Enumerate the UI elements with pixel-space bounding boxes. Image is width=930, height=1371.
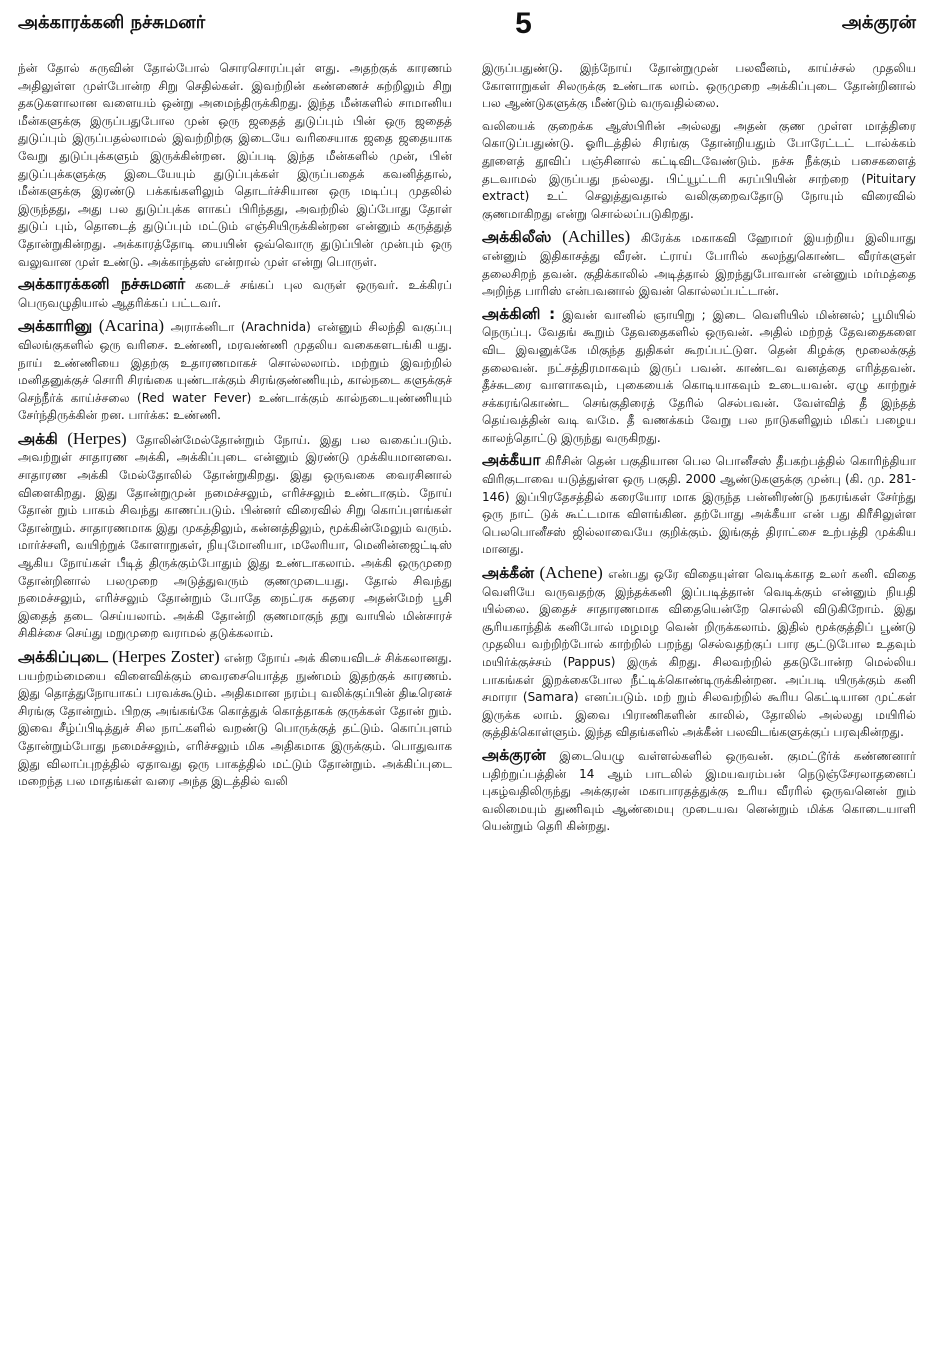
entry-paragraph: அக்காரக்கனி நச்சுமனர் கடைச் சங்கப் புல வருள் ஒருவர். உக்கிரப் பெருவழுதியால் ஆதரிக்கப் பட்டவர். — [18, 275, 452, 310]
page-header — [18, 6, 916, 60]
entry-headword: அக்கீன் — [482, 564, 535, 583]
entry-headword: அக்காரினு — [18, 317, 93, 336]
entry-english-term: (Herpes) — [67, 428, 127, 448]
entry-headword: அக்கிப்புடை — [18, 648, 108, 666]
entry-paragraph: அக்காரினு (Acarina) அராக்னிடா (Arachnida) என்னும் சிலந்தி வகுப்பு விலங்குகளில் ஒரு வரிசை. உண்ணி, மரவண்ணி முதலிய வகைகளடங்கி யது. நாய் உண்ணியை இதற்கு உதாரணமாகச் சொல்லலாம். மற்றும் இவற்றில் மனிதனுக்குச் சொரி சிரங்கை யுண்டாக்கும் சிரங்குண்ணியும், கால்நடை களுக்குச் செந்நீர்க் காய்ச்சலை (Red water Fever) உண்டாக்கும் கால்நடையுண்ணியும் சேர்ந்திருக்கின் றன. பார்க்க: உண்ணி. — [18, 316, 452, 423]
entry-paragraph: அக்கினி : இவன் வானில் ஞாயிறு ; இடை வெளியில் மின்னல்; பூமியில் நெருப்பு. வேதங் கூறும் தேவதைகளில் ஒருவன். அதில் மற்றத் தேவதைகளை விட இவனுக்கே மிகுந்த துதிகள் கூறப்பட்டுள. தென் கிழக்கு மூலைக்குத் தலைவன். நட்சத்திரமாகவும் இருப் பவன். காண்டவ வனத்தை எரித்தவன். தீச்சுடரை வாளாகவும், புகையைக் கொடியாகவும் உடையவன். ஏழு காற்றுச் சக்கரங்கொண்ட செங்குதிரைத் தேரில் செல்பவன். வேள்வித் தீ இந்தத் தெய்வத்தின் வடி வமே. தீ வணக்கம் வேறு பல நாடுகளிலும் மிகப் பழைய காலந்தொட்டு இருந்து வருகிறது. — [482, 304, 916, 445]
entry-headword: அக்கி — [18, 429, 58, 448]
entry-headword: அக்காரக்கனி நச்சுமனர் — [18, 275, 186, 294]
entry-english-term: (Acarina) — [98, 316, 165, 336]
entry-paragraph: அக்கி (Herpes) தோலின்மேல்தோன்றும் நோய். இது பல வகைப்படும். அவற்றுள் சாதாரண அக்கி, அக்கிப்புடை என்னும் இரண்டு முக்கியமானவை. சாதாரண அக்கி மேல்தோலில் தோன்றுகிறது. இது ஒருவகை வைரசினால் விளைகிறது. இது தோன்றுமுன் நமைச்சலும், எரிச்சலும் உண்டாகும். நோய் தோன் றும் பாகம் சிவந்து காணப்படும். பின்னர் விரைவில் சிறு கொப்புளங்கள் தோன்றும். சாதாரணமாக இது முகத்திலும், கன்னத்திலும், மூக்கின்மேலும் வரும். மார்ச்சளி, வயிற்றுக் கோளாறுகள், நியுமோனியா, மலேரியா, மெனின்ஜைட்டிஸ் ஆகிய நோய்கள் பீடித் திருக்கும்போதும் இது உண்டாகலாம். அக்கி ஒருமுறை தோன்றினால் பலமுறை அடுத்துவரும் குணமுடையது. தோல் சிவந்து நமைச்சலும், எரிச்சலும் தோன்றும் போதே நைட்ரசு சுதரை அதன்மேற் பூசி இதைத் தடை செய்யலாம். அக்கி தோன்றி குணமாகுந் தறு வாயில் மின்சாரச் சிகிச்சை செய்து மறுமுறை வராமல் தடுக்கலாம். — [18, 428, 452, 641]
left-column — [18, 60, 452, 841]
entry-headword: அக்கினி : — [482, 304, 556, 323]
text-columns — [18, 60, 916, 841]
entry-paragraph: ந்ன் தோல் சுருவின் தோல்போல் சொரசொரப்புள் ளது. அதற்குக் காரணம் அதிலுள்ள முள்போன்ற சிறு செதில்கள். இவற்றின் கண்ணைச் சுற்றிலும் சிறு தகடுகளாலான வளையம் ஒன்று அமைந்திருக்கிறது. இந்த மீன்களில் சாமானிய மீன்களுக்கு இருப்பதுபோல முன் ஒரு ஜதைத் துடுப்பும் பின் ஒரு ஜதைத் துடுப்பும் இருப்பதல்லாமல் இவற்றிற்கு இடையே வரிசையாக ஜதை ஜதையாக வேறு துடுப்புக்களும் இருக்கின்றன. இப்படி இந்த மீன்களில் முன், பின் துடுப்புக்களுக்கு இடையேயும் துடுப்புக்கள் இருப்பதைக் கவனித்தால், மீன்களுக்கு இரண்டு பக்கங்களிலும் தொடர்ச்சியான ஒரு மடிப்பு முதலில் இருந்தது, அது பல துடுப்புக்க ளாகப் பிரிந்தது, அவற்றில் இப்போது தோள் துடுப் பும், தொடைத் துடுப்பும் மட்டும் எஞ்சியிருக்கின்றன என்னும் கருத்துத் தோன்றுகின்றது. அக்காரத்தோடி யையின் ஒவ்வொரு துடுப்பின் முன்பும் ஒரு வலுவான முள் உண்டு. அக்காந்தஸ் என்றால் முள் என்று பொருள். — [18, 61, 453, 269]
header-left-guideword: அக்காரக்கனி நச்சுமனர் — [18, 12, 206, 33]
entry-paragraph: அக்கீன் (Achene) என்பது ஒரே விதையுள்ள வெடிக்காத உலர் கனி. விதை வெளியே வருவதற்கு இந்தக்கனி இப்படித்தான் வெடிக்கும் என்னும் நியதி யில்லை. இதைச் சாதாரணமாக விதையென்றே சொல்லி விடுகிறோம். இது சூரியகாந்திக் கனிபோல் மழமழ வென் றிருக்கலாம். இதில் மூக்குத்திப் பூண்டு முதலிய வற்றிற்போல் காற்றில் பறந்து செல்வதற்குப் பார சூட்டுபோல உதவும் மயிர்க்குச்சம் (Pappus) இருக் கிறது. சிலவற்றில் தகடுபோன்ற மெல்லிய பாகங்கள் இறக்கைபோல நீட்டிக்கொண்டிருக்கின்றன. அப்படி யிருக்கும் கனி சமாரா (Samara) எனப்படும். மற் றும் சிலவற்றில் கூரிய கெட்டியான முட்கள் இருக்க லாம். இவை பிராணிகளின் காலில், தோலில் அல்லது மயிரில் குத்திக்கொள்ளும். இந்த விதங்களில் அக்கீன் பலவிடங்களுக்குப் பரவுகின்றது. — [482, 563, 916, 740]
entry-paragraph: அக்கிப்புடை (Herpes Zoster) என்ற நோய் அக் கியைவிடச் சிக்கலானது. பயற்றம்மையை விளைவிக்கும் வைரசையொத்த நுண்மம் இதற்குக் காரணம். இது தொத்துநோயாகப் பரவக்கூடும். அதிகமான நரம்பு வலிக்குப்பின் திடீரெனச் சிரங்கு தோன்றும். பிறகு அங்கங்கே கொத்துக் கொத்தாகக் குருக்கள் தோன் றும். இவை சீழ்ப்பிடித்துச் சில நாட்களில் வறண்டு பொருக்குத் தட்டும். கொப்புளம் தோன்றும்போது நமைச்சலும், எரிச்சலும் மிக அதிகமாக இருக்கும். பொதுவாக இது விலாப்புறத்தில் ஏதாவது ஒரு பாகத்தில் மட்டும் தோன்றும். அக்கிப்புடை மறைந்த பல மாதங்கள் வரை அந்த இடத்தில் வலி — [18, 647, 453, 789]
entry-paragraph: அக்கிலீஸ் (Achilles) கிரேக்க மகாகவி ஹோமர் இயற்றிய இலியாது என்னும் இதிகாசத்து வீரன். ட்ராய் போரில் கலந்துகொண்ட வீரர்களுள் தலைசிறந் தவன். குதிக்காலில் அடித்தால் இறந்துபோவான் என்னும் மர்மத்தை அறிந்த பாரிஸ் என்பவனால் இவன் கொல்லப்பட்டான். — [482, 227, 916, 299]
entry-english-term: (Achilles) — [562, 227, 631, 247]
right-column — [482, 60, 916, 841]
entry-english-term: (Herpes Zoster) — [112, 647, 220, 666]
entry-paragraph: வலியைக் குறைக்க ஆஸ்பிரின் அல்லது அதன் குண முள்ள மாத்திரை கொடுப்பதுண்டு. ஓரிடத்தில் சிரங்கு தோன்றியதும் போரேட்டட் டால்க்கம் தூளைத் தூவிப் பஞ்சினால் கட்டிவிடவேண்டும். நச்சு நீக்கும் பசைகளைத் தடவாமல் இருப்பது நல்லது. பிட்யூட்டரி சுரப்பியின் சாற்றை (Pituitary extract) உட் செலுத்துவதால் வலிகுறைவதோடு நோயும் விரைவில் குணமாகிறது என்று சொல்லப்படுகிறது. — [482, 118, 916, 221]
entry-headword: அக்கிலீஸ் — [482, 228, 552, 247]
entry-paragraph: அக்குரன் இடையெழு வள்ளல்களில் ஒருவன். குமட்டூர்க் கண்ணனார் பதிற்றுப்பத்தின் 14 ஆம் பாடலில் இமயவரம்பன் நெடுஞ்சேரலாதனைப் புகழ்வதிலிருந்து அக்குரன் மகாபாரதத்துக்கு உரிய வீரரில் ஒருவனென் றும் வலிமையும் துணிவும் ஆண்மையு முடையவ னென்றும் மிக்க கொடையாளி யென்றும் தெரி கின்றது. — [482, 745, 916, 834]
entry-paragraph: அக்கீயா கிரீசின் தென் பகுதியான பெல பொனீசஸ் தீபகற்பத்தில் கொரிந்தியா விரிகுடாவை யடுத்துள்ள ஒரு பகுதி. 2000 ஆண்டுகளுக்கு முன்பு (கி. மு. 281-146) இப்பிரதேசத்தில் கரையோர மாக இருந்த பன்னிரண்டு நகரங்கள் சேர்ந்து ஒரு நாட் டுக் கூட்டமாக விளங்கின. தற்போது அக்கீயா என் பது கிரீசிலுள்ள பெலபொனீசஸ் ஜில்லாவையே குறிக்கும். இங்குத் திராட்சை உற்பத்தி முக்கிய மானது. — [482, 451, 916, 557]
header-right-guideword: அக்குரன் — [841, 12, 916, 33]
entry-english-term: (Achene) — [539, 563, 603, 583]
entry-paragraph: இருப்பதுண்டு. இந்நோய் தோன்றுமுன் பலவீனம், காய்ச்சல் முதலிய கோளாறுகள் சிலருக்கு உண்டாக லாம். ஒருமுறை அக்கிப்புடை தோன்றினால் பல ஆண்டுகளுக்கு மீண்டும் வருவதில்லை. — [482, 61, 916, 111]
entry-headword: அக்கீயா — [482, 451, 541, 470]
entry-headword: அக்குரன் — [482, 745, 546, 764]
page-number: 5 — [515, 7, 532, 40]
